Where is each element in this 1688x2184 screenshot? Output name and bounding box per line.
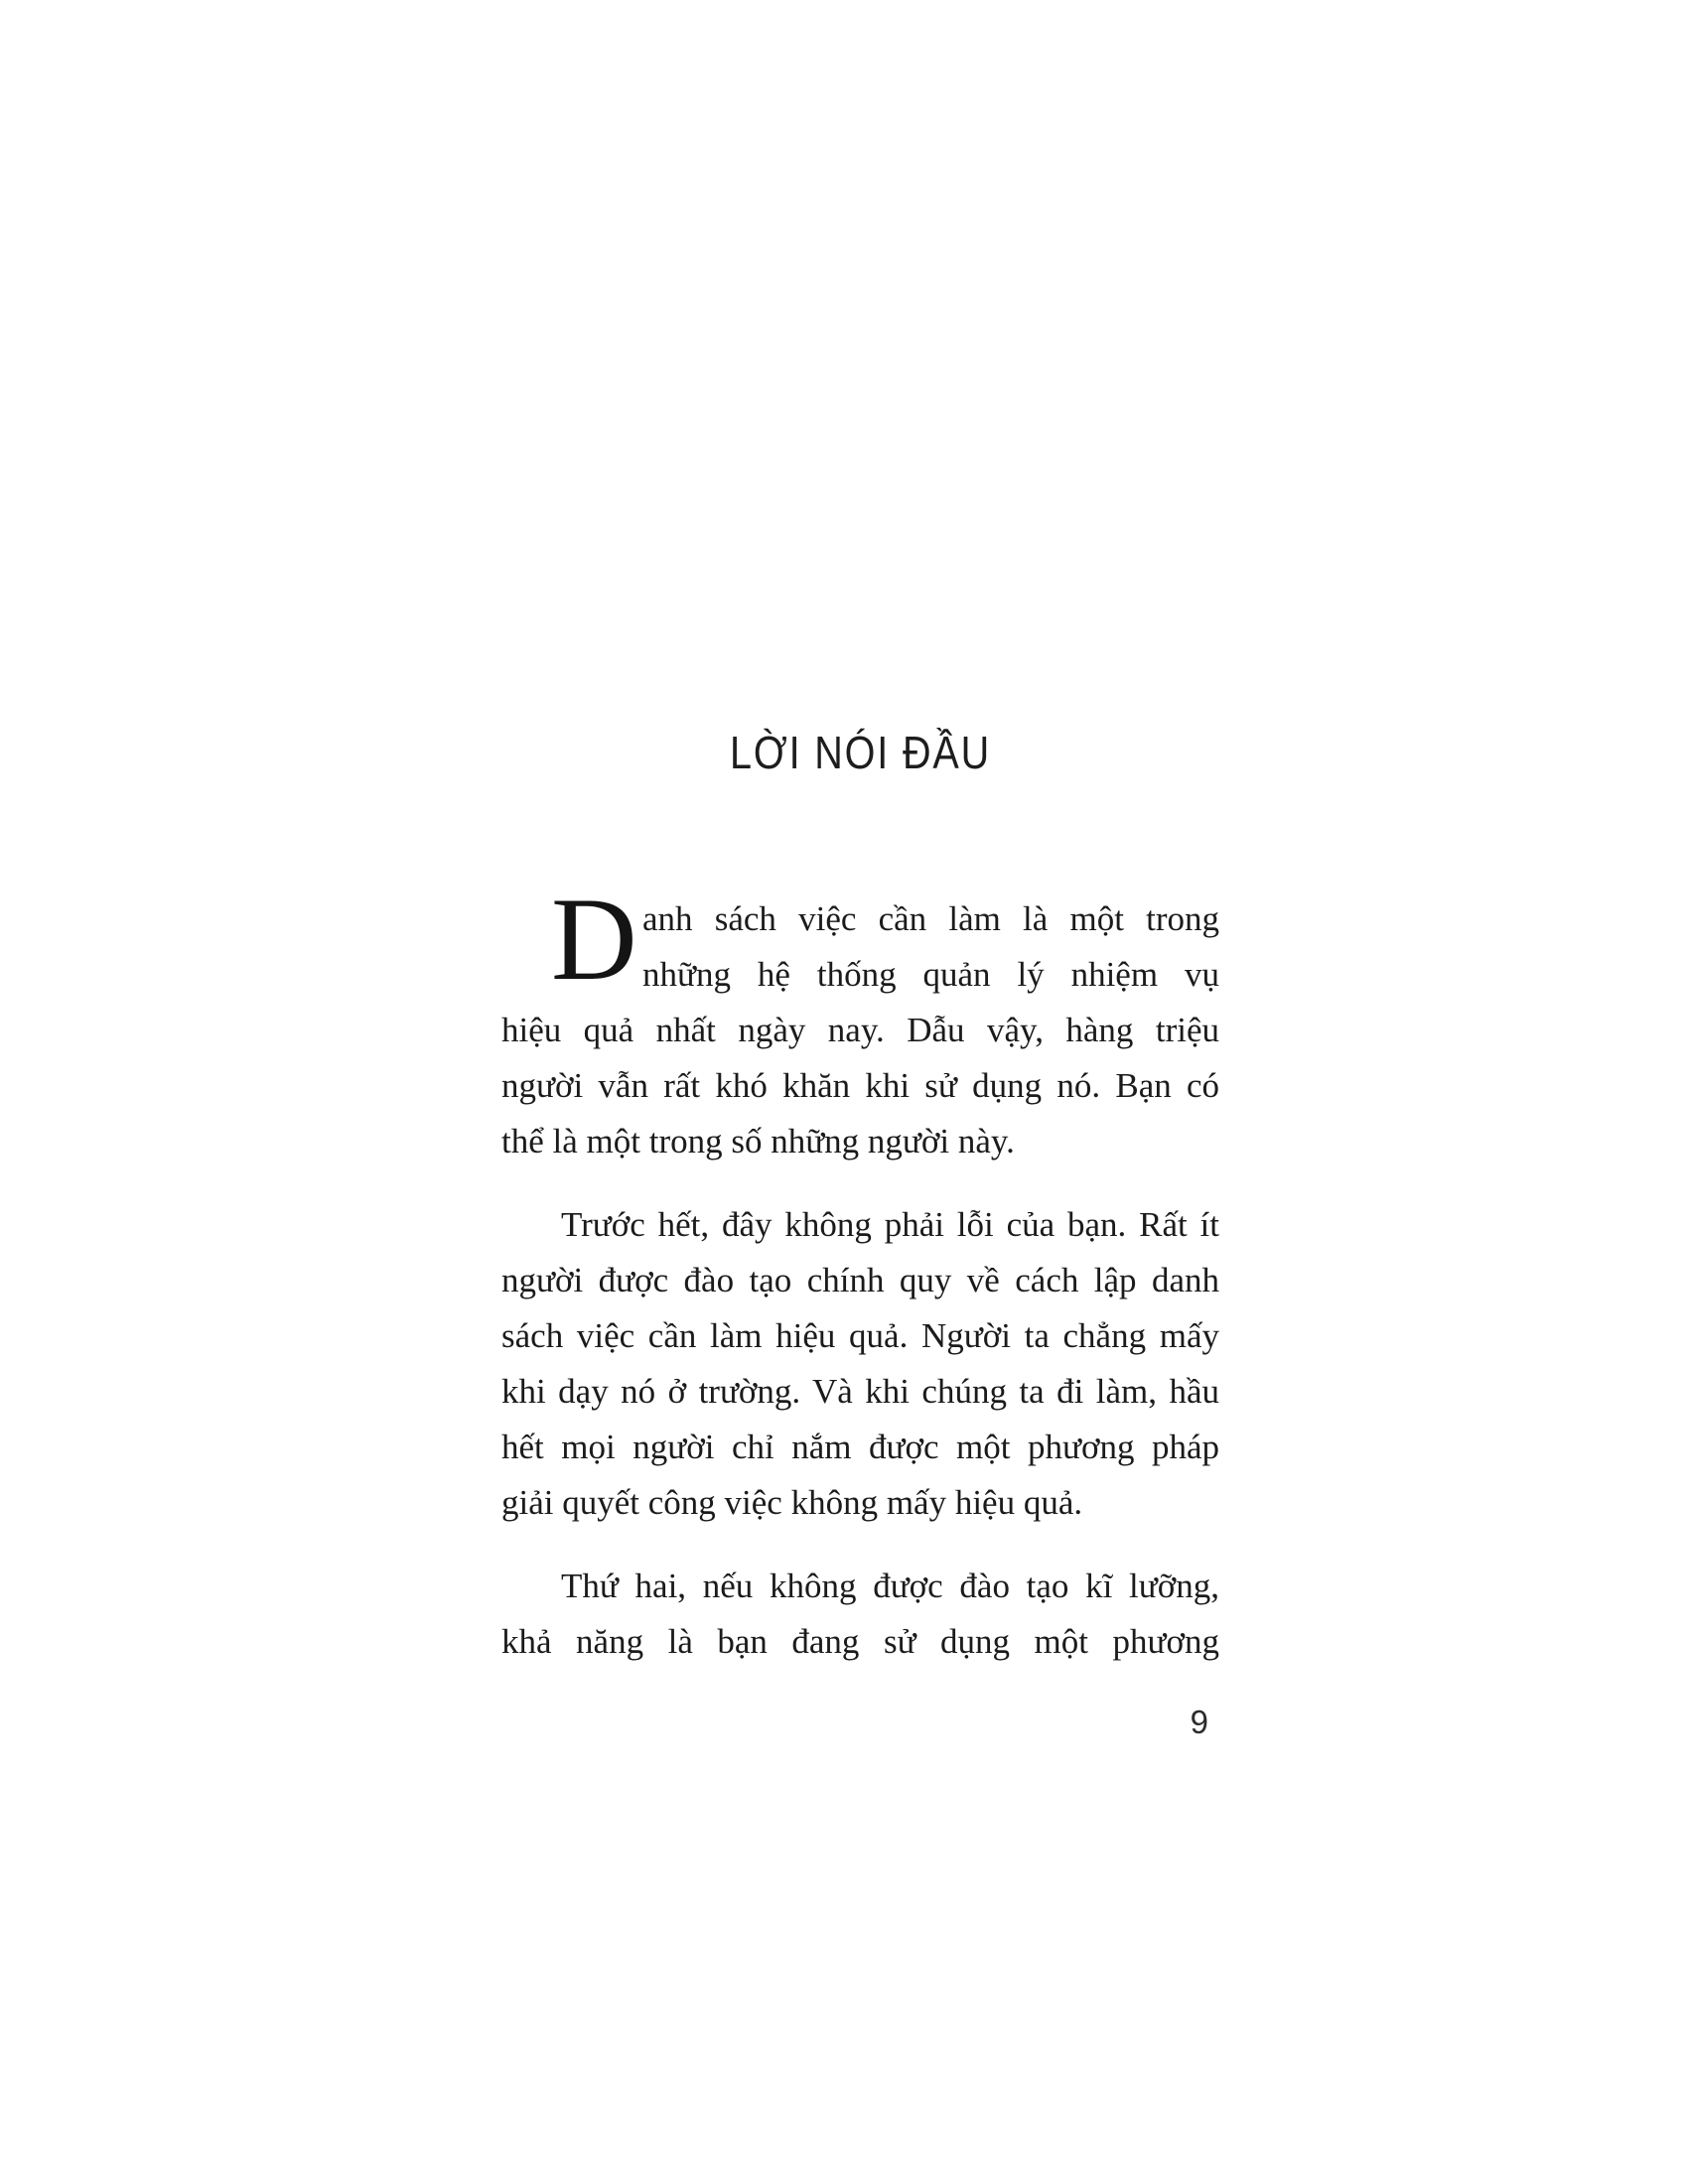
chapter-title: LỜI NÓI ĐẦU (729, 728, 991, 779)
text-line: khả năng là bạn đang sử dụng một phương (501, 1622, 1219, 1661)
paragraph-2 (501, 1197, 1219, 1531)
drop-cap: D (551, 873, 637, 1005)
text-line: hiệu quả nhất ngày nay. Dẫu vậy, hàng triệu (501, 1011, 1219, 1049)
text-line: sách việc cần làm hiệu quả. Người ta chẳng mấy (501, 1316, 1219, 1355)
text-line: Thứ hai, nếu không được đào tạo kĩ lưỡng, (561, 1567, 1219, 1605)
text-line: người vẫn rất khó khăn khi sử dụng nó. Bạn có (501, 1066, 1219, 1105)
text-line: thể là một trong số những người này. (501, 1122, 1015, 1160)
text-line: giải quyết công việc không mấy hiệu quả. (501, 1483, 1083, 1522)
body-text (501, 873, 1219, 1670)
text-line: người được đào tạo chính quy về cách lập danh (501, 1261, 1219, 1299)
text-line: hết mọi người chỉ nắm được một phương pháp (501, 1428, 1219, 1466)
text-line: khi dạy nó ở trường. Và khi chúng ta đi làm, hầu (501, 1372, 1219, 1411)
paragraph-3 (501, 1559, 1219, 1670)
page-number: 9 (1190, 1704, 1208, 1740)
text-line: Trước hết, đây không phải lỗi của bạn. Rất ít (561, 1205, 1219, 1244)
text-line: những hệ thống quản lý nhiệm vụ (642, 955, 1219, 994)
text-line: anh sách việc cần làm là một trong (642, 899, 1219, 938)
paragraph-1 (501, 873, 1219, 1169)
